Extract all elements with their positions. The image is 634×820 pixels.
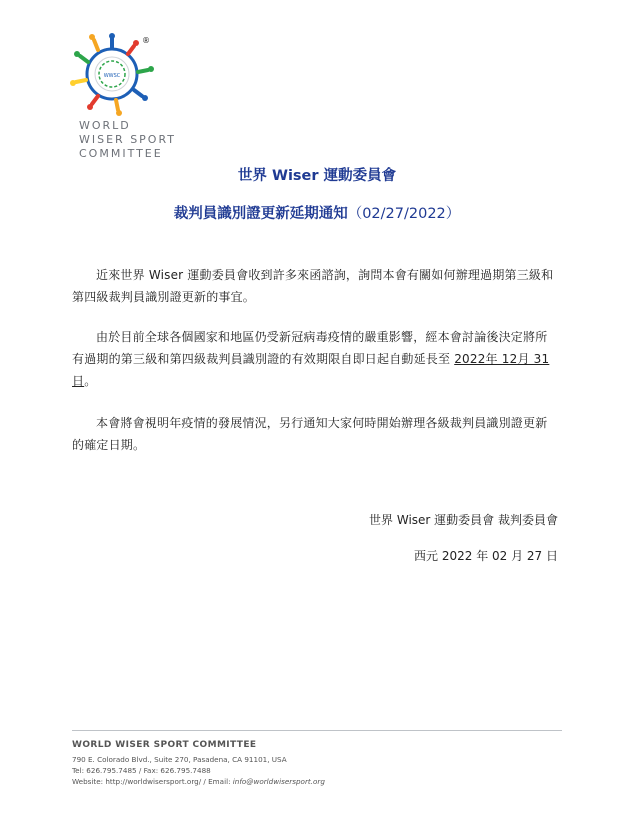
extension-date: 2022年 12月 31日 — [72, 352, 550, 388]
logo-org-line-3: COMMITTEE — [79, 147, 163, 160]
footer — [72, 740, 325, 787]
subtitle-date: （02/27/2022） — [347, 206, 461, 222]
document-title: 世界 Wiser 運動委員會 — [237, 168, 397, 184]
footer-org: WORLD WISER SPORT COMMITTEE — [72, 740, 257, 750]
paragraph-2 — [72, 326, 558, 392]
signature-org: 世界 Wiser 運動委員會 裁判委員會 — [369, 513, 558, 527]
document-subtitle — [0, 202, 634, 223]
paragraph-2-text: 由於目前全球各個國家和地區仍受新冠病毒疫情的嚴重影響，經本會討論後決定將所有過期的第三級和第四級裁判員識別證的有效期限自即日起自動延長至 — [72, 330, 548, 366]
svg-text:WWSC: WWSC — [103, 73, 121, 79]
footer-phone: Tel: 626.795.7485 / Fax: 626.795.7488 — [72, 766, 211, 775]
footer-divider — [72, 730, 562, 731]
paragraph-1: 近來世界 Wiser 運動委員會收到許多來函諮詢，詢問本會有關如何辦理過期第三級和第四級裁判員識別證更新的事宜。 — [72, 268, 554, 304]
footer-email[interactable]: info@worldwisersport.org — [232, 777, 325, 786]
footer-website[interactable]: Website: http://worldwisersport.org/ / Email: — [72, 777, 233, 786]
paragraph-3: 本會將會視明年疫情的發展情況，另行通知大家何時開始辦理各級裁判員識別證更新的確定日期。 — [72, 416, 548, 452]
footer-contact — [72, 776, 325, 787]
logo-org-line-2: WISER SPORT — [79, 133, 177, 146]
footer-address: 790 E. Colorado Blvd., Suite 270, Pasadena, CA 91101, USA — [72, 755, 287, 764]
logo-org-line-1: WORLD — [79, 119, 131, 132]
subtitle-main: 裁判員識別證更新延期通知 — [173, 206, 348, 222]
registered-mark: ® — [142, 36, 150, 45]
paragraph-2-end: 。 — [84, 374, 97, 388]
logo-org-name — [79, 119, 176, 161]
signature-date: 西元 2022 年 02 月 27 日 — [414, 549, 558, 563]
